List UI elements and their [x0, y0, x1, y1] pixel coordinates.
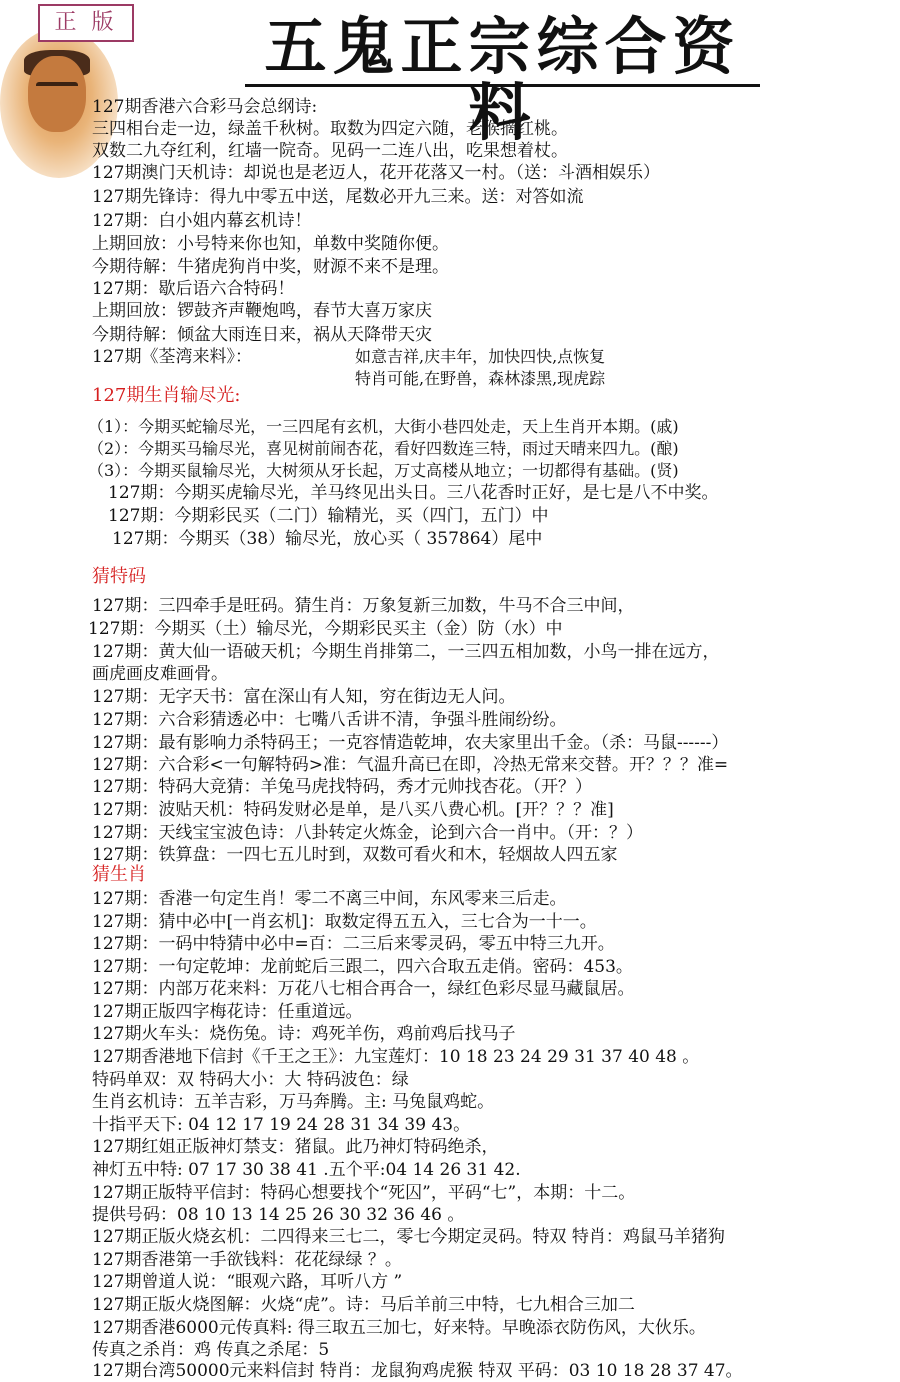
text-line: 127期红姐正版神灯禁支：猪鼠。此乃神灯特码绝杀，	[92, 1137, 499, 1157]
text-line: 上期回放：锣鼓齐声鞭炮鸣，春节大喜万家庆	[92, 301, 432, 321]
text-line: 上期回放：小号特来你也知，单数中奖随你便。	[92, 234, 449, 254]
text-line: 127期正版特平信封：特码心想要找个“死囚”，平码“七”，本期：十二。	[92, 1183, 636, 1203]
text-line: 127期：波贴天机：特码发财必是单，是八买八费心机。[开？？？准]	[92, 800, 614, 820]
text-line: 127期：猜中必中[一肖玄机]：取数定得五五入，三七合为一十一。	[92, 912, 597, 932]
section-heading: 猜生肖	[92, 864, 146, 885]
text-line: 127期：一句定乾坤：龙前蛇后三跟二，四六合取五走俏。密码：453。	[92, 957, 633, 977]
text-line: （2）：今期买马输尽光，喜见树前闹杏花，看好四数连三特，雨过天晴来四九。(酿)	[88, 439, 679, 458]
text-line: 今期待解：倾盆大雨连日来，祸从天降带天灾	[92, 325, 432, 345]
genuine-stamp: 正 版	[38, 4, 134, 42]
text-line: 三四相台走一边，绿盖千秋树。取数为四定六随，老猴摘红桃。	[92, 119, 568, 139]
text-line: 127期香港地下信封《千王之王》：九宝莲灯：10 18 23 24 29 31 37 40 48 。	[92, 1047, 700, 1067]
text-line: 127期台湾50000元来料信封 特肖：龙鼠狗鸡虎猴 特双 平码：03 10 18 28 37 47。	[92, 1361, 743, 1381]
text-line: 127期：三四牵手是旺码。猜生肖：万象复新三加数，牛马不合三中间，	[92, 596, 635, 616]
text-line: 127期：今期买（38）输尽光，放心买（ 357864）尾中	[112, 529, 543, 549]
text-line: 127期香港6000元传真料: 得三取五三加七，好来特。早晚添衣防伤风，大伙乐。	[92, 1318, 706, 1338]
text-line: 127期先锋诗：得九中零五中送，尾数必开九三来。送：对答如流	[92, 187, 584, 207]
portrait-eyes	[36, 82, 78, 92]
text-line: 127期：铁算盘：一四七五儿时到，双数可看火和木，轻烟故人四五家	[92, 845, 618, 865]
text-line: 特码单双：双 特码大小：大 特码波色：绿	[92, 1070, 409, 1090]
text-line: 127期《荃湾来料》：	[92, 347, 252, 367]
text-line: 如意吉祥,庆丰年，加快四快,点恢复	[355, 347, 606, 366]
text-line: 127期：一码中特猜中必中=百：二三后来零灵码，零五中特三九开。	[92, 934, 615, 954]
text-line: 127期：特码大竞猜：羊兔马虎找特码，秀才元帅找杏花。（开？）	[92, 777, 592, 797]
text-line: 127期正版四字梅花诗：任重道远。	[92, 1002, 363, 1022]
text-line: 127期：内部万花来料：万花八七相合再合一，绿红色彩尽显马藏鼠居。	[92, 979, 635, 999]
text-line: 127期：最有影响力杀特码王；一克容情造乾坤，农夫家里出千金。（杀：马鼠------）	[92, 733, 729, 753]
text-line: 127期：六合彩<一句解特码>准：气温升高已在即，冷热无常来交替。开？？？准=	[92, 755, 729, 775]
text-line: 127期正版火烧玄机：二四得来三七二，零七今期定灵码。特双 特肖：鸡鼠马羊猪狗	[92, 1227, 725, 1247]
text-line: 双数二九夺红利，红墙一院奇。见码一二连八出，吃果想着杖。	[92, 141, 568, 161]
text-line: 127期澳门天机诗：却说也是老迈人，花开花落又一村。（送：斗酒相娱乐）	[92, 163, 660, 183]
text-line: 十指平天下: 04 12 17 19 24 28 31 34 39 43。	[92, 1115, 471, 1135]
text-line: 127期香港六合彩马会总纲诗:	[92, 97, 318, 117]
text-line: 画虎画皮难画骨。	[92, 664, 228, 684]
text-line: 特肖可能,在野兽，森林漆黑,现虎踪	[355, 369, 606, 388]
portrait-face	[28, 56, 86, 132]
text-line: 127期：天线宝宝波色诗：八卦转定火炼金，论到六合一肖中。（开：？）	[92, 823, 643, 843]
text-line: 今期待解：牛猪虎狗肖中奖，财源不来不是理。	[92, 257, 449, 277]
page-title: 五鬼正宗综合资料	[245, 14, 760, 87]
text-line: 127期：六合彩猜透必中：七嘴八舌讲不清，争强斗胜闹纷纷。	[92, 710, 567, 730]
text-line: （1）：今期买蛇输尽光，一三四尾有玄机，大街小巷四处走，天上生肖开本期。(戚)	[88, 417, 679, 436]
section-heading: 127期生肖输尽光:	[92, 385, 241, 406]
text-line: （3）：今期买鼠输尽光，大树须从牙长起，万丈高楼从地立；一切都得有基础。(贤)	[88, 461, 679, 480]
text-line: 127期正版火烧图解：火烧“虎”。诗：马后羊前三中特，七九相合三加二	[92, 1295, 635, 1315]
text-line: 127期：白小姐内幕玄机诗！	[92, 211, 312, 231]
text-line: 127期：今期买（土）输尽光，今期彩民买主（金）防（水）中	[88, 619, 563, 639]
text-line: 神灯五中特: 07 17 30 38 41 .五个平:04 14 26 31 42.	[92, 1160, 521, 1180]
text-line: 127期：香港一句定生肖！零二不离三中间，东风零来三后走。	[92, 889, 567, 909]
text-line: 127期：今期彩民买（二门）输精光，买（四门，五门）中	[108, 506, 549, 526]
section-heading: 猜特码	[92, 566, 146, 587]
text-line: 127期香港第一手欲钱料：花花绿绿 ？。	[92, 1250, 402, 1270]
text-line: 提供号码：08 10 13 14 25 26 30 32 36 46 。	[92, 1205, 465, 1225]
text-line: 127期：无字天书：富在深山有人知，穷在街边无人问。	[92, 687, 516, 707]
text-line: 127期：歇后语六合特码！	[92, 279, 295, 299]
text-line: 生肖玄机诗：五羊吉彩，万马奔腾。主: 马兔鼠鸡蛇。	[92, 1092, 495, 1112]
text-line: 127期火车头：烧伤兔。诗：鸡死羊伤，鸡前鸡后找马子	[92, 1024, 516, 1044]
text-line: 127期：黄大仙一语破天机；今期生肖排第二，一三四五相加数，小鸟一排在远方，	[92, 642, 720, 662]
text-line: 127期曾道人说：“眼观六路，耳听八方 ”	[92, 1272, 403, 1292]
text-line: 传真之杀肖：鸡 传真之杀尾：5	[92, 1340, 330, 1360]
text-line: 127期：今期买虎输尽光，羊马终见出头日。三八花香时正好，是七是八不中奖。	[108, 483, 719, 503]
